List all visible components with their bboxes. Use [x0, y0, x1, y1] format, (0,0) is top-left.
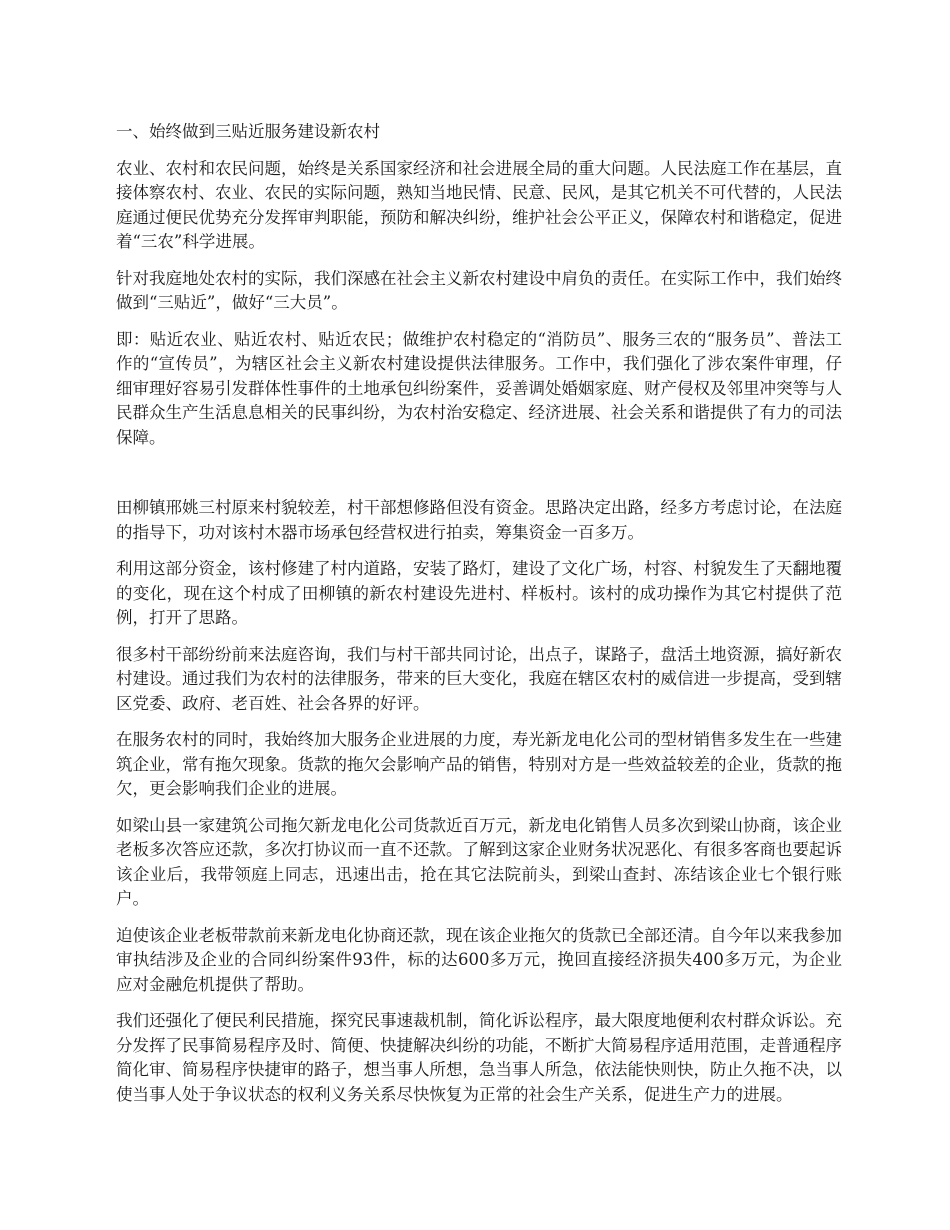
section-spacer	[116, 462, 842, 496]
paragraph: 如梁山县一家建筑公司拖欠新龙电化公司货款近百万元，新龙电化销售人员多次到梁山协商，该企业老板多次答应还款，多次打协议而一直不还款。了解到这家企业财务状况恶化、有很多客商也要起诉该企业后，我带领庭上同志，迅速出击，抢在其它法院前头，到梁山查封、冻结该企业七个银行账户。	[116, 815, 842, 908]
paragraph: 田柳镇邢姚三村原来村貌较差，村干部想修路但没有资金。思路决定出路，经多方考虑讨论，在法庭的指导下，功对该村木器市场承包经营权进行拍卖，筹集资金一百多万。	[116, 498, 842, 542]
paragraph: 我们还强化了便民利民措施，探究民事速裁机制，简化诉讼程序，最大限度地便利农村群众诉讼。充分发挥了民事简易程序及时、简便、快捷解决纠纷的功能，不断扩大简易程序适用范围，走普通程序简化审、简易程序快捷审的路子，想当事人所想，急当事人所急，依法能快则快，防止久拖不决，以使当事人处于争议状态的权利义务关系尽快恢复为正常的社会生产关系，促进生产力的进展。	[116, 1011, 842, 1104]
section-heading: 一、始终做到三贴近服务建设新农村	[116, 122, 380, 141]
paragraph: 利用这部分资金，该村修建了村内道路，安装了路灯，建设了文化广场，村容、村貌发生了天翻地覆的变化，现在这个村成了田柳镇的新农村建设先进村、样板村。该村的成功操作为其它村提供了范例，打开了思路。	[116, 559, 842, 627]
paragraph: 迫使该企业老板带款前来新龙电化协商还款，现在该企业拖欠的货款已全部还清。自今年以来我参加审执结涉及企业的合同纠纷案件93件，标的达600多万元，挽回直接经济损失400多万元，为企业应对金融危机提供了帮助。	[116, 925, 842, 994]
document-page	[116, 120, 842, 1119]
paragraph: 针对我庭地处农村的实际，我们深感在社会主义新农村建设中肩负的责任。在实际工作中，我们始终做到“三贴近”，做好“三大员”。	[116, 268, 842, 312]
paragraph: 很多村干部纷纷前来法庭咨询，我们与村干部共同讨论，出点子，谋路子，盘活土地资源，搞好新农村建设。通过我们为农村的法律服务，带来的巨大变化，我庭在辖区农村的威信进一步提高，受到辖区党委、政府、老百姓、社会各界的好评。	[116, 644, 842, 713]
paragraph: 农业、农村和农民问题，始终是关系国家经济和社会进展全局的重大问题。人民法庭工作在基层，直接体察农村、农业、农民的实际问题，熟知当地民情、民意、民风，是其它机关不可代替的，人民法庭通过便民优势充分发挥审判职能，预防和解决纠纷，维护社会公平正义，保障农村和谐稳定，促进着“三农”科学进展。	[116, 158, 842, 251]
paragraph: 即：贴近农业、贴近农村、贴近农民；做维护农村稳定的“消防员”、服务三农的“服务员”、普法工作的“宣传员”，为辖区社会主义新农村建设提供法律服务。工作中，我们强化了涉农案件审理，仔细审理好容易引发群体性事件的土地承包纠纷案件，妥善调处婚姻家庭、财产侵权及邻里冲突等与人民群众生产生活息息相关的民事纠纷，为农村治安稳定、经济进展、社会关系和谐提供了有力的司法保障。	[116, 329, 842, 447]
paragraph: 在服务农村的同时，我始终加大服务企业进展的力度，寿光新龙电化公司的型材销售多发生在一些建筑企业，常有拖欠现象。货款的拖欠会影响产品的销售，特别对方是一些效益较差的企业，货款的拖欠，更会影响我们企业的进展。	[116, 730, 842, 798]
